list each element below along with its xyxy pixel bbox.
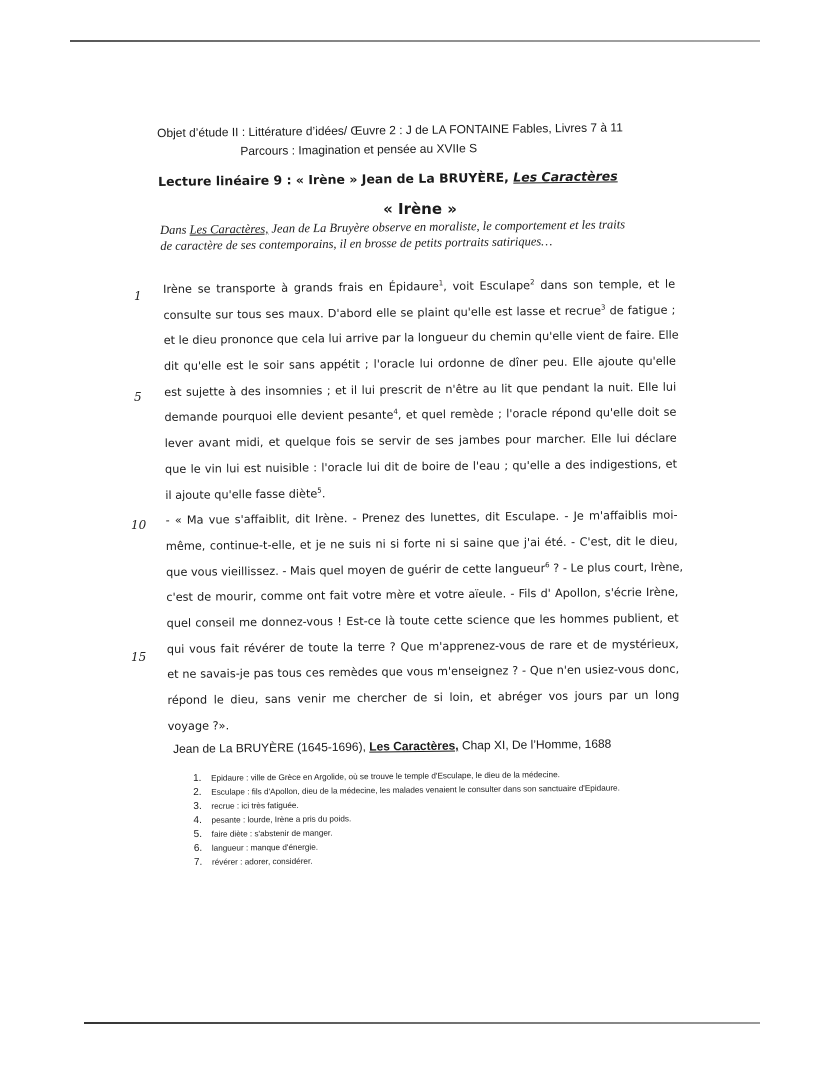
page-bottom-edge [84, 1022, 760, 1024]
line-number-1: 1 [134, 289, 142, 303]
lecture-work-title: Les Caractères [513, 168, 618, 185]
text-segment: , voit Esculape [443, 279, 531, 294]
footnotes-list [193, 767, 714, 870]
footnote-ref: 4 [393, 408, 398, 417]
text-line: voyage ?». [167, 719, 230, 733]
text-segment: demande pourquoi elle devient pesante [164, 409, 394, 425]
footnote-text: révérer : adorer, considérer. [211, 856, 313, 867]
footnote-text: Esculape : fils d'Apollon, dieu de la médecine, les malades venaient le consulter dans son sanctuaire d'Epidaure. [211, 783, 620, 797]
footnote-number: 6. [193, 842, 203, 854]
footnote-number: 2. [193, 786, 202, 798]
page-title: « Irène » [383, 200, 457, 218]
intro-text-start: Dans [160, 222, 190, 237]
footnote-ref: 6 [545, 560, 550, 569]
text-line: est sujette à des insomnies ; et il lui prescrit de n'être au lit que pendant la nuit. Elle lui [164, 380, 677, 399]
footnote-text: Epidaure : ville de Grèce en Argolide, où se trouve le temple d'Esculape, le dieu de la médecine. [211, 770, 560, 783]
footnote-ref: 5 [317, 486, 322, 495]
text-segment: de fatigue ; [605, 303, 676, 318]
text-line: qui vous fait révérer de toute la terre ? Que m'apprenez-vous de rare et de mystérieux, [166, 637, 679, 656]
text-line: - « Ma vue s'affaiblit, dit Irène. - Prenez des lunettes, dit Esculape. - Je m'affaiblis moi- [165, 508, 678, 528]
intro-text-line2: de caractère de ses contemporains, il en brosse de petits portraits satiriques… [160, 234, 553, 253]
parcours-line: Parcours : Imagination et pensée au XVIIe S [240, 141, 478, 159]
intro-work-title: Les Caractères, [189, 221, 269, 237]
footnote-text: faire diète : s'abstenir de manger. [211, 828, 333, 839]
text-line: c'est de mourir, comme ont fait votre mère et votre aïeule. - Fils d' Apollon, s'écrie Irène, [166, 585, 679, 605]
attribution-details: Chap XI, De l’Homme, 1688 [458, 736, 612, 753]
text-line: lever avant midi, et quelque fois se servir de ses jambes pour marcher. Elle lui déclare [164, 431, 677, 451]
footnote-ref: 3 [600, 303, 606, 312]
text-line: et le dieu prononce que cela lui arrive par la longueur du chemin qu'elle vient de faire. Elle [163, 328, 679, 348]
text-segment: , et quel remède ; l'oracle répond qu'elle doit se [397, 406, 677, 422]
footnote-number: 1. [193, 772, 202, 784]
line-number-15: 15 [131, 650, 147, 664]
text-segment: que vous vieillissez. - Mais quel moyen de guérir de cette langueur [166, 561, 546, 579]
text-line: dit qu'elle est le soir sans appétit ; l'oracle lui ordonne de dîner peu. Elle ajoute qu'elle [163, 354, 676, 374]
attribution-author: Jean de La BRUYÈRE (1645-1696), [173, 739, 366, 756]
text-segment: il ajoute qu'elle fasse diète [165, 486, 318, 502]
text-segment: ? - Le plus court, Irène, [549, 560, 684, 575]
text-line: et ne savais-je pas tous ces remèdes que vous m'enseignez ? - Que n'en usiez-vous donc, [167, 662, 680, 682]
footnote-text: pesante : lourde, Irène a pris du poids. [211, 814, 352, 825]
document-header [0, 118, 828, 159]
page-top-edge [70, 40, 760, 42]
attribution-work-title: Les Caractères, [369, 738, 459, 754]
text-segment: dans son temple, et le [534, 277, 676, 293]
footnote-number: 3. [193, 800, 202, 812]
text-segment: Irène se transporte à grands frais en Épidaure [163, 280, 439, 296]
attribution [173, 737, 611, 756]
text-line: que le vin lui est nuisible : l'oracle lui dit de boire de l'eau ; qu'elle a des indigestions, et [164, 457, 678, 476]
text-segment: consulte sur tous ses maux. D'abord elle se plaint qu'elle est lasse et recrue [163, 304, 602, 322]
footnote-ref: 1 [438, 279, 444, 288]
footnote-text: recrue : ici très fatiguée. [211, 800, 299, 811]
text-segment: . [321, 486, 326, 500]
line-number-10: 10 [131, 518, 147, 532]
objet-etude-line: Objet d’étude II : Littérature d’idées/ Œuvre 2 : J de LA FONTAINE Fables, Livres 7 à 11 [156, 120, 623, 141]
footnote-number: 5. [193, 828, 203, 840]
line-number-5: 5 [134, 390, 142, 404]
lecture-heading-text: Lecture linéaire 9 : « Irène » Jean de La BRUYÈRE, [158, 169, 509, 189]
text-line: quel conseil me donnez-vous ! Est-ce là toute cette science que les hommes publient, et [166, 611, 679, 630]
footnote-text: langueur : manque d'énergie. [211, 842, 319, 853]
text-body [163, 272, 684, 740]
intro-paragraph [160, 216, 640, 254]
footnote-ref: 2 [530, 278, 535, 287]
footnote-number: 4. [193, 814, 202, 826]
text-line: même, continue-t-elle, et je ne suis ni si forte ni si saine que j'ai été. - C'est, dit le dieu, [165, 534, 678, 553]
lecture-heading [158, 168, 618, 189]
footnote-number: 7. [193, 856, 203, 868]
text-line: répond le dieu, sans venir me chercher de si loin, et abréger vos jours par un long [167, 688, 680, 707]
intro-text-rest: Jean de La Bruyère observe en moraliste, le comportement et les traits [268, 217, 626, 236]
